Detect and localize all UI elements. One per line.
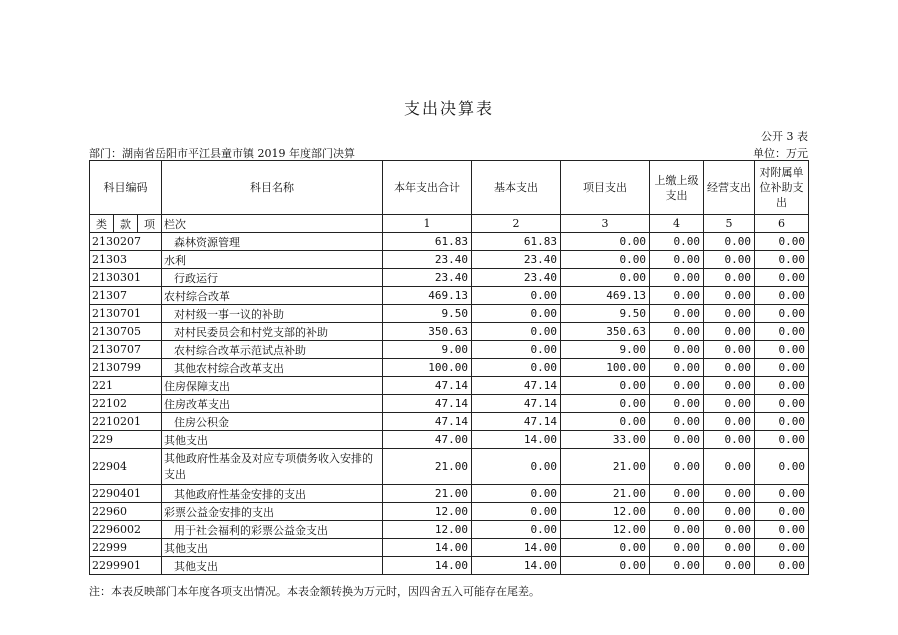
row-code: 21307 <box>90 287 162 305</box>
row-value-3: 12.00 <box>561 521 650 539</box>
row-value-3: 0.00 <box>561 539 650 557</box>
table-row <box>90 557 809 575</box>
row-value-6: 0.00 <box>755 395 809 413</box>
row-value-4: 0.00 <box>650 251 704 269</box>
row-value-2: 23.40 <box>472 251 561 269</box>
row-value-3: 9.00 <box>561 341 650 359</box>
sub-col-3: 3 <box>561 215 650 233</box>
row-code: 2130707 <box>90 341 162 359</box>
row-value-2: 47.14 <box>472 377 561 395</box>
row-value-6: 0.00 <box>755 341 809 359</box>
row-value-6: 0.00 <box>755 557 809 575</box>
row-value-2: 0.00 <box>472 341 561 359</box>
table-row <box>90 377 809 395</box>
row-value-2: 0.00 <box>472 323 561 341</box>
row-value-5: 0.00 <box>704 233 755 251</box>
expenditure-table <box>89 160 809 575</box>
row-code: 2210201 <box>90 413 162 431</box>
row-value-4: 0.00 <box>650 485 704 503</box>
row-code: 2130705 <box>90 323 162 341</box>
row-value-5: 0.00 <box>704 341 755 359</box>
table-row <box>90 233 809 251</box>
row-value-1: 21.00 <box>383 449 472 485</box>
row-value-1: 100.00 <box>383 359 472 377</box>
footnote: 注：本表反映部门本年度各项支出情况。本表金额转换为万元时，因四舍五入可能存在尾差。 <box>89 585 540 598</box>
row-value-4: 0.00 <box>650 449 704 485</box>
row-value-4: 0.00 <box>650 377 704 395</box>
row-value-3: 0.00 <box>561 377 650 395</box>
row-value-3: 0.00 <box>561 269 650 287</box>
row-name: 农村综合改革示范试点补助 <box>162 341 383 359</box>
row-value-1: 23.40 <box>383 251 472 269</box>
row-value-5: 0.00 <box>704 485 755 503</box>
sub-lei: 类 <box>90 215 114 233</box>
row-value-4: 0.00 <box>650 521 704 539</box>
row-code: 22904 <box>90 449 162 485</box>
row-name: 其他支出 <box>162 431 383 449</box>
row-value-6: 0.00 <box>755 485 809 503</box>
table-row <box>90 521 809 539</box>
row-name: 用于社会福利的彩票公益金支出 <box>162 521 383 539</box>
row-value-5: 0.00 <box>704 413 755 431</box>
row-value-5: 0.00 <box>704 305 755 323</box>
row-value-3: 0.00 <box>561 557 650 575</box>
header-code: 科目编码 <box>90 161 162 215</box>
table-row <box>90 287 809 305</box>
row-name: 行政运行 <box>162 269 383 287</box>
sub-col-6: 6 <box>755 215 809 233</box>
row-value-4: 0.00 <box>650 341 704 359</box>
row-value-1: 61.83 <box>383 233 472 251</box>
row-value-5: 0.00 <box>704 269 755 287</box>
department-label: 部门：湖南省岳阳市平江县童市镇 2019 年度部门决算 <box>89 147 355 160</box>
table-row <box>90 449 809 485</box>
table-row <box>90 539 809 557</box>
row-value-2: 0.00 <box>472 359 561 377</box>
row-value-1: 350.63 <box>383 323 472 341</box>
row-value-1: 23.40 <box>383 269 472 287</box>
row-value-4: 0.00 <box>650 305 704 323</box>
header-basic: 基本支出 <box>472 161 561 215</box>
sub-lanci: 栏次 <box>162 215 383 233</box>
row-value-6: 0.00 <box>755 503 809 521</box>
row-code: 2130799 <box>90 359 162 377</box>
header-project: 项目支出 <box>561 161 650 215</box>
row-value-5: 0.00 <box>704 431 755 449</box>
sub-col-5: 5 <box>704 215 755 233</box>
subheader-row <box>90 215 809 233</box>
row-value-2: 0.00 <box>472 449 561 485</box>
table-row <box>90 503 809 521</box>
sub-xiang: 项 <box>138 215 162 233</box>
row-value-2: 47.14 <box>472 413 561 431</box>
unit-label: 单位：万元 <box>753 147 808 160</box>
row-code: 2130301 <box>90 269 162 287</box>
row-value-6: 0.00 <box>755 287 809 305</box>
row-value-6: 0.00 <box>755 449 809 485</box>
row-value-1: 9.00 <box>383 341 472 359</box>
row-value-4: 0.00 <box>650 431 704 449</box>
row-value-6: 0.00 <box>755 413 809 431</box>
row-name: 住房改革支出 <box>162 395 383 413</box>
row-value-1: 47.14 <box>383 413 472 431</box>
row-name: 森林资源管理 <box>162 233 383 251</box>
row-value-2: 0.00 <box>472 503 561 521</box>
row-value-4: 0.00 <box>650 323 704 341</box>
row-name: 其他农村综合改革支出 <box>162 359 383 377</box>
table-row <box>90 251 809 269</box>
row-code: 22102 <box>90 395 162 413</box>
row-value-3: 33.00 <box>561 431 650 449</box>
table-row <box>90 395 809 413</box>
row-value-3: 9.50 <box>561 305 650 323</box>
row-code: 2296002 <box>90 521 162 539</box>
row-value-5: 0.00 <box>704 251 755 269</box>
row-name: 水利 <box>162 251 383 269</box>
row-code: 2290401 <box>90 485 162 503</box>
row-value-2: 61.83 <box>472 233 561 251</box>
row-value-3: 21.00 <box>561 485 650 503</box>
row-code: 2130701 <box>90 305 162 323</box>
row-value-6: 0.00 <box>755 305 809 323</box>
row-name: 住房公积金 <box>162 413 383 431</box>
sub-col-2: 2 <box>472 215 561 233</box>
row-value-6: 0.00 <box>755 269 809 287</box>
row-value-5: 0.00 <box>704 539 755 557</box>
row-value-6: 0.00 <box>755 539 809 557</box>
header-total: 本年支出合计 <box>383 161 472 215</box>
page-title: 支出决算表 <box>403 99 494 118</box>
sub-col-4: 4 <box>650 215 704 233</box>
row-code: 21303 <box>90 251 162 269</box>
row-code: 2299901 <box>90 557 162 575</box>
table-row <box>90 359 809 377</box>
row-value-5: 0.00 <box>704 377 755 395</box>
row-value-2: 0.00 <box>472 485 561 503</box>
row-value-4: 0.00 <box>650 539 704 557</box>
row-name: 其他政府性基金及对应专项债务收入安排的支出 <box>162 449 383 485</box>
row-value-4: 0.00 <box>650 269 704 287</box>
row-value-3: 100.00 <box>561 359 650 377</box>
header-subsidy: 对附属单位补助支出 <box>755 161 809 215</box>
row-code: 22960 <box>90 503 162 521</box>
row-code: 22999 <box>90 539 162 557</box>
row-value-3: 469.13 <box>561 287 650 305</box>
row-name: 农村综合改革 <box>162 287 383 305</box>
row-value-6: 0.00 <box>755 521 809 539</box>
row-value-5: 0.00 <box>704 323 755 341</box>
row-code: 229 <box>90 431 162 449</box>
row-value-1: 12.00 <box>383 521 472 539</box>
table-row <box>90 431 809 449</box>
row-code: 2130207 <box>90 233 162 251</box>
row-value-1: 47.00 <box>383 431 472 449</box>
row-value-4: 0.00 <box>650 503 704 521</box>
row-value-1: 21.00 <box>383 485 472 503</box>
row-value-2: 14.00 <box>472 431 561 449</box>
row-value-1: 14.00 <box>383 557 472 575</box>
row-name: 其他支出 <box>162 557 383 575</box>
header-name: 科目名称 <box>162 161 383 215</box>
row-value-5: 0.00 <box>704 521 755 539</box>
row-value-5: 0.00 <box>704 287 755 305</box>
row-value-5: 0.00 <box>704 395 755 413</box>
table-row <box>90 485 809 503</box>
row-value-2: 0.00 <box>472 287 561 305</box>
row-code: 221 <box>90 377 162 395</box>
row-name: 对村级一事一议的补助 <box>162 305 383 323</box>
row-value-4: 0.00 <box>650 287 704 305</box>
row-name: 住房保障支出 <box>162 377 383 395</box>
row-value-3: 21.00 <box>561 449 650 485</box>
table-row <box>90 341 809 359</box>
row-value-1: 12.00 <box>383 503 472 521</box>
sub-col-1: 1 <box>383 215 472 233</box>
form-number: 公开 3 表 <box>761 130 808 143</box>
row-value-3: 350.63 <box>561 323 650 341</box>
row-name: 对村民委员会和村党支部的补助 <box>162 323 383 341</box>
row-value-2: 47.14 <box>472 395 561 413</box>
row-value-1: 47.14 <box>383 395 472 413</box>
row-value-1: 47.14 <box>383 377 472 395</box>
row-value-4: 0.00 <box>650 359 704 377</box>
table-row <box>90 323 809 341</box>
sub-kuan: 款 <box>114 215 138 233</box>
row-value-3: 12.00 <box>561 503 650 521</box>
row-value-6: 0.00 <box>755 377 809 395</box>
table-row <box>90 305 809 323</box>
header-upper: 上缴上级支出 <box>650 161 704 215</box>
row-value-3: 0.00 <box>561 395 650 413</box>
table-row <box>90 413 809 431</box>
row-value-5: 0.00 <box>704 503 755 521</box>
row-value-4: 0.00 <box>650 557 704 575</box>
row-value-1: 14.00 <box>383 539 472 557</box>
row-value-1: 469.13 <box>383 287 472 305</box>
header-row <box>90 161 809 215</box>
row-value-3: 0.00 <box>561 251 650 269</box>
row-value-3: 0.00 <box>561 413 650 431</box>
row-value-6: 0.00 <box>755 431 809 449</box>
row-value-2: 0.00 <box>472 521 561 539</box>
row-value-4: 0.00 <box>650 233 704 251</box>
row-value-5: 0.00 <box>704 557 755 575</box>
row-value-6: 0.00 <box>755 359 809 377</box>
row-value-6: 0.00 <box>755 251 809 269</box>
table-row <box>90 269 809 287</box>
header-business: 经营支出 <box>704 161 755 215</box>
row-name: 彩票公益金安排的支出 <box>162 503 383 521</box>
row-value-1: 9.50 <box>383 305 472 323</box>
row-value-3: 0.00 <box>561 233 650 251</box>
row-value-4: 0.00 <box>650 413 704 431</box>
row-value-6: 0.00 <box>755 323 809 341</box>
row-value-2: 14.00 <box>472 557 561 575</box>
row-value-5: 0.00 <box>704 359 755 377</box>
row-value-5: 0.00 <box>704 449 755 485</box>
row-value-2: 23.40 <box>472 269 561 287</box>
row-value-2: 14.00 <box>472 539 561 557</box>
row-name: 其他支出 <box>162 539 383 557</box>
row-value-6: 0.00 <box>755 233 809 251</box>
row-value-4: 0.00 <box>650 395 704 413</box>
row-value-2: 0.00 <box>472 305 561 323</box>
row-name: 其他政府性基金安排的支出 <box>162 485 383 503</box>
